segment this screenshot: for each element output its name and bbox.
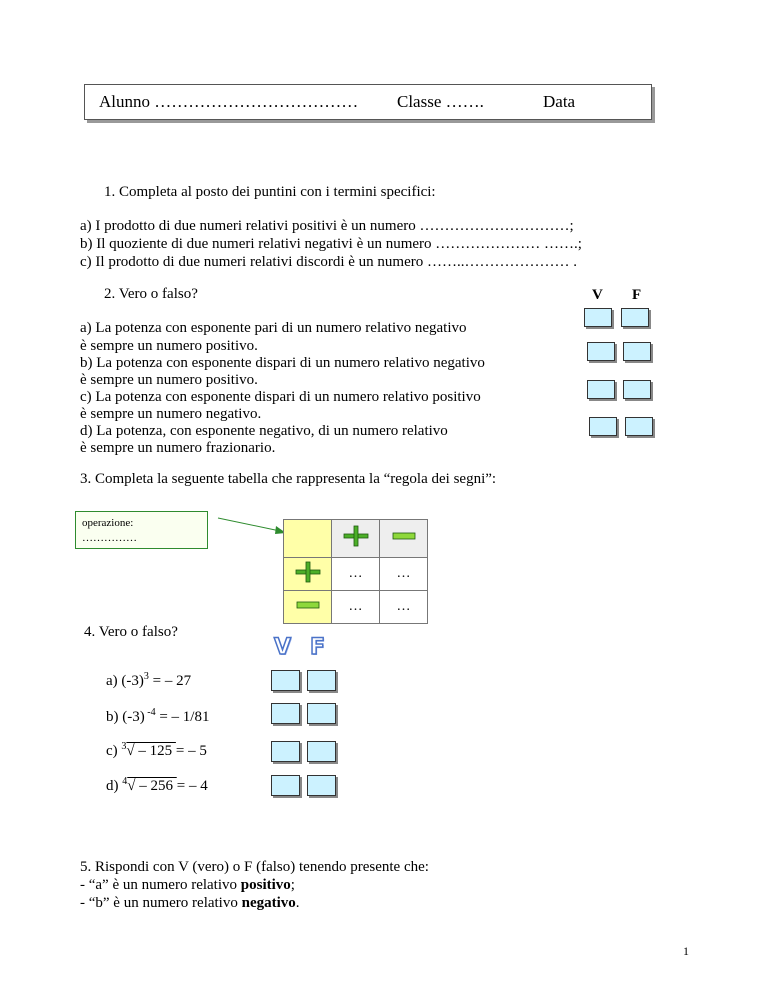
q2-line-c1: c) La potenza con esponente dispari di un numero relativo positivo [80, 389, 481, 405]
student-header-box [84, 84, 652, 120]
operation-callout [75, 511, 208, 549]
q5-title: 5. Rispondi con V (vero) o F (falso) tenendo presente che: [80, 859, 429, 875]
q2-a-true-checkbox[interactable] [584, 308, 612, 327]
q4-title: 4. Vero o falso? [84, 624, 178, 640]
q4-c-true-checkbox[interactable] [271, 741, 300, 762]
q4-item-a: a) $(-3)^3$ = – 27 [106, 671, 192, 689]
q4-c-false-checkbox[interactable] [307, 741, 336, 762]
q2-line-d1: d) La potenza, con esponente negativo, di un numero relativo [80, 423, 448, 439]
plus-sign-icon [342, 525, 370, 547]
date-field[interactable]: Data [543, 92, 576, 111]
q4-d-false-checkbox[interactable] [307, 775, 336, 796]
q4-b-false-checkbox[interactable] [307, 703, 336, 724]
q2-line-b1: b) La potenza con esponente dispari di un numero relativo negativo [80, 355, 485, 371]
q4-d-true-checkbox[interactable] [271, 775, 300, 796]
class-field[interactable]: Classe ……. [397, 92, 484, 111]
q2-line-a2: è sempre un numero positivo. [80, 338, 258, 354]
minus-sign-icon [294, 594, 322, 616]
q2-a-false-checkbox[interactable] [621, 308, 649, 327]
plus-sign-icon [294, 561, 322, 583]
q4-true-logo: V [274, 635, 292, 660]
q2-title: 2. Vero o falso? [104, 286, 198, 302]
q2-c-false-checkbox[interactable] [623, 380, 651, 399]
q4-false-logo: F [310, 635, 326, 660]
q1-item-a: a) I prodotto di due numeri relativi positivi è un numero …………………………; [80, 218, 574, 234]
q4-a-true-checkbox[interactable] [271, 670, 300, 691]
callout-arrow [214, 514, 290, 538]
q2-line-a1: a) La potenza con esponente pari di un numero relativo negativo [80, 320, 467, 336]
q2-line-c2: è sempre un numero negativo. [80, 406, 262, 422]
page-number: 1 [683, 944, 689, 958]
row-minus-cell [284, 591, 332, 624]
q1-item-c: c) Il prodotto di due numeri relativi discordi è un numero ……..………………… . [80, 254, 577, 270]
q1-item-b: b) Il quoziente di due numeri relativi negativi è un numero ………………… …….; [80, 236, 582, 252]
sign-rule-table [283, 519, 428, 624]
result-cell-plus-plus[interactable]: … [332, 558, 380, 591]
q4-item-d: d) $^4$√ – 256 = – 4 [106, 776, 208, 794]
student-name-field[interactable]: Alunno ……………………………… [99, 92, 359, 111]
q2-col-f: F [632, 287, 642, 303]
q4-a-false-checkbox[interactable] [307, 670, 336, 691]
q2-b-false-checkbox[interactable] [623, 342, 651, 361]
result-cell-minus-plus[interactable]: … [332, 591, 380, 624]
q2-b-true-checkbox[interactable] [587, 342, 615, 361]
q2-d-true-checkbox[interactable] [589, 417, 617, 436]
header-minus-cell [380, 520, 428, 558]
operation-blank[interactable]: …………… [82, 532, 137, 544]
q4-item-c: c) $^3$√ – 125 = – 5 [106, 741, 207, 759]
row-plus-cell [284, 558, 332, 591]
q2-d-false-checkbox[interactable] [625, 417, 653, 436]
q2-c-true-checkbox[interactable] [587, 380, 615, 399]
minus-sign-icon [390, 525, 418, 547]
result-cell-minus-minus[interactable]: … [380, 591, 428, 624]
q4-b-true-checkbox[interactable] [271, 703, 300, 724]
q2-line-b2: è sempre un numero positivo. [80, 372, 258, 388]
q4-item-b: b) (-3) $^{-4}$ = – 1/81 [106, 707, 210, 725]
q5-condition-b: - “b” è un numero relativo negativo. [80, 895, 300, 911]
operation-label: operazione: [82, 517, 134, 529]
table-corner-cell [284, 520, 332, 558]
q2-col-v: V [592, 287, 603, 303]
header-plus-cell [332, 520, 380, 558]
result-cell-plus-minus[interactable]: … [380, 558, 428, 591]
q5-condition-a: - “a” è un numero relativo positivo; [80, 877, 295, 893]
q3-title: 3. Completa la seguente tabella che rappresenta la “regola dei segni”: [80, 471, 497, 487]
q2-line-d2: è sempre un numero frazionario. [80, 440, 276, 456]
q1-title: 1. Completa al posto dei puntini con i termini specifici: [104, 184, 436, 200]
